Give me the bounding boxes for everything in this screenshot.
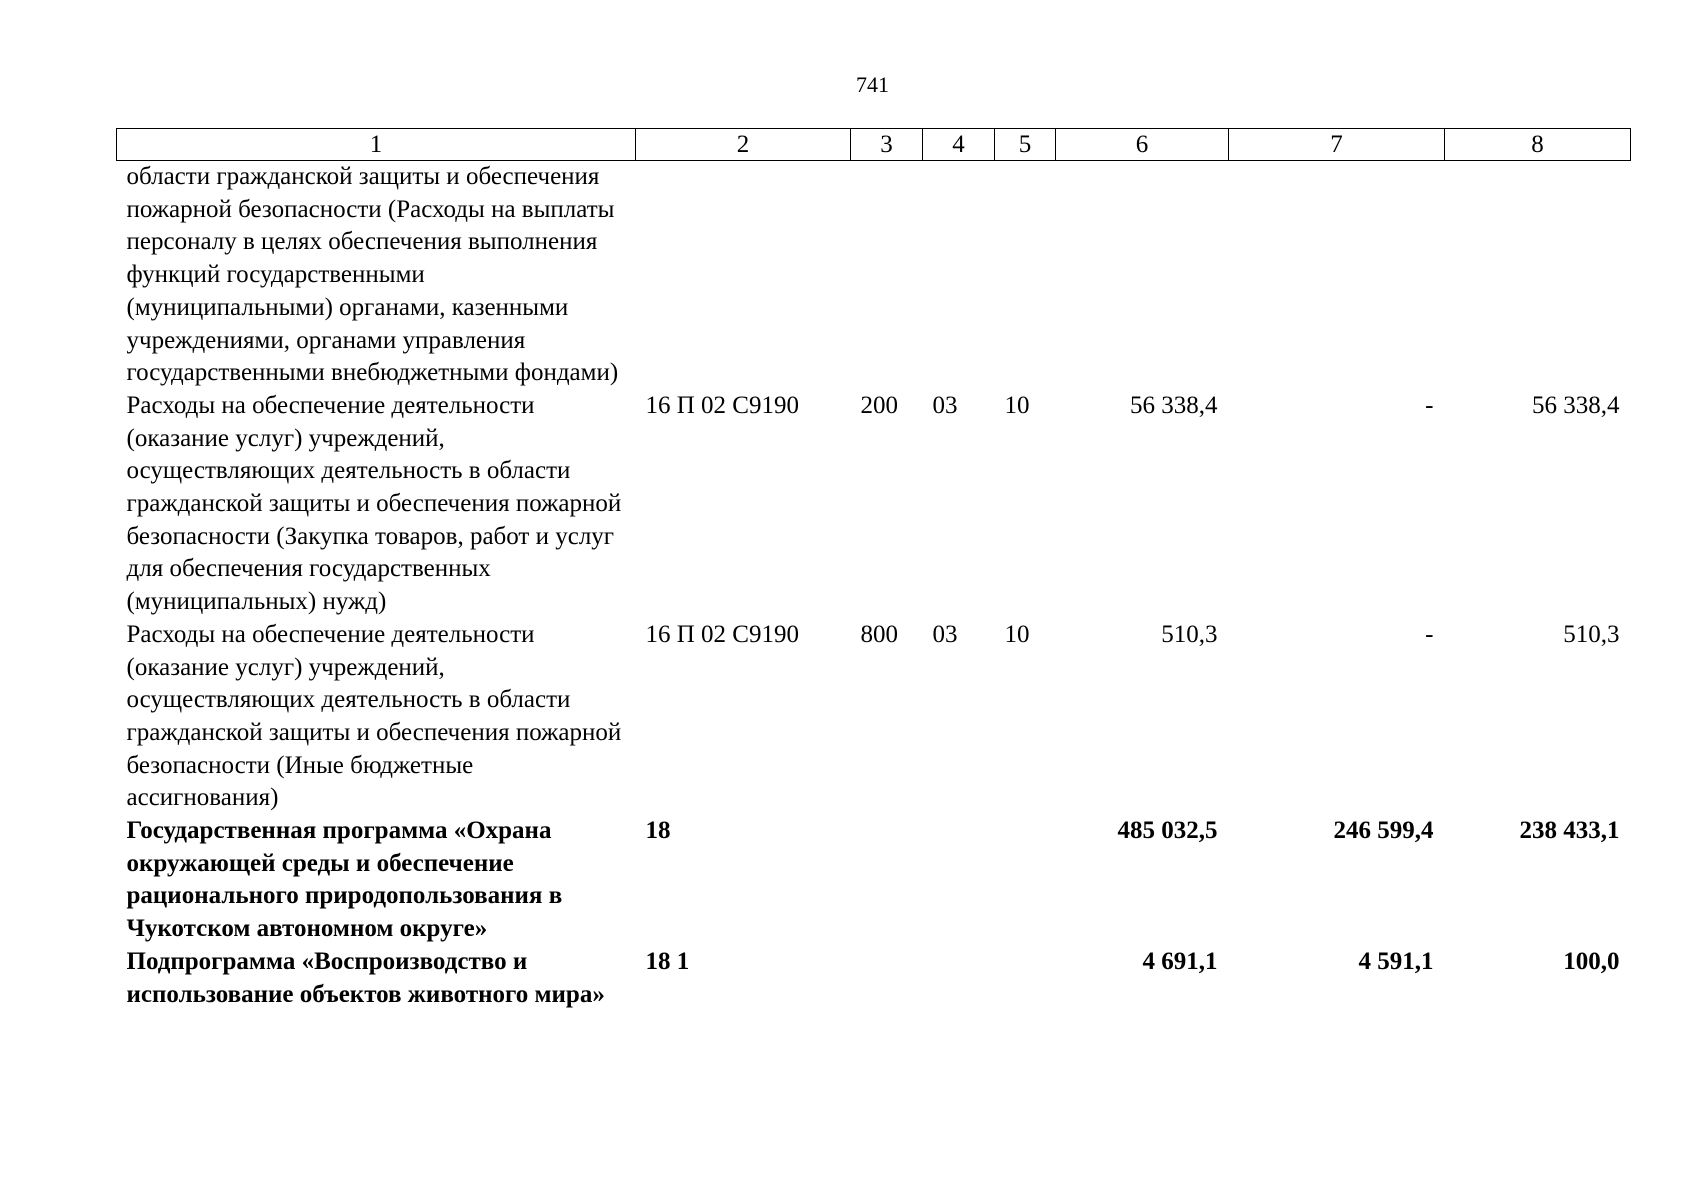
header-col-4: 4 xyxy=(923,129,995,161)
row-expense-type: 200 xyxy=(860,391,898,419)
table-row xyxy=(117,161,1631,390)
row-name: Государственная программа «Охрана окружающей среды и обеспечение рационального природопользования в Чукотском автономном округе» xyxy=(126,817,563,943)
row-target-article: 18 1 xyxy=(645,947,690,975)
table-row xyxy=(117,815,1631,946)
header-col-2: 2 xyxy=(636,129,851,161)
row-regional: 56 338,4 xyxy=(1532,391,1620,419)
row-target-article: 16 П 02 С9190 xyxy=(645,620,799,648)
page-number: 741 xyxy=(856,72,889,97)
table-body xyxy=(117,161,1631,1012)
row-name: Расходы на обеспечение деятельности (оказание услуг) учреждений, осуществляющих деятельность в области гражданской защиты и обеспечения пожарной безопасности (Закупка товаров, работ и услуг для обеспечения государственных (муниципальных) нужд) xyxy=(126,391,622,616)
row-regional xyxy=(1445,161,1631,390)
row-total: 510,3 xyxy=(1161,620,1218,648)
row-expense-type xyxy=(851,161,923,390)
row-target-article xyxy=(636,161,851,390)
budget-table xyxy=(116,128,1631,1011)
row-federal: - xyxy=(1425,391,1434,419)
header-col-3: 3 xyxy=(851,129,923,161)
table-row xyxy=(117,619,1631,815)
header-col-5: 5 xyxy=(995,129,1056,161)
row-federal: - xyxy=(1425,620,1434,648)
row-target-article: 16 П 02 С9190 xyxy=(645,391,799,419)
row-expense-type xyxy=(851,946,923,1011)
header-col-8: 8 xyxy=(1445,129,1631,161)
row-regional: 510,3 xyxy=(1563,620,1620,648)
row-regional: 100,0 xyxy=(1563,947,1620,975)
table-header xyxy=(117,129,1631,161)
row-total xyxy=(1056,161,1229,390)
row-subsection xyxy=(995,946,1056,1011)
row-name: Подпрограмма «Воспроизводство и использование объектов животного мира» xyxy=(126,947,605,1008)
table-row xyxy=(117,946,1631,1011)
row-expense-type xyxy=(851,815,923,946)
row-regional: 238 433,1 xyxy=(1519,817,1620,845)
row-subsection xyxy=(995,161,1056,390)
header-col-7: 7 xyxy=(1229,129,1445,161)
row-name: области гражданской защиты и обеспечения пожарной безопасности (Расходы на выплаты персоналу в целях обеспечения выполнения функций государственными (муниципальными) органами, казенными учреждениями, органами управления государственными внебюджетными фондами) xyxy=(126,163,619,387)
header-col-1: 1 xyxy=(117,129,636,161)
row-federal: 246 599,4 xyxy=(1333,817,1434,845)
header-row xyxy=(117,129,1631,161)
row-section: 03 xyxy=(932,391,958,419)
row-federal xyxy=(1229,161,1445,390)
row-expense-type: 800 xyxy=(860,620,898,648)
table-row xyxy=(117,390,1631,619)
row-subsection: 10 xyxy=(1004,391,1030,419)
row-total: 4 691,1 xyxy=(1142,947,1218,975)
row-federal: 4 591,1 xyxy=(1358,947,1434,975)
row-total: 485 032,5 xyxy=(1117,817,1218,845)
row-section xyxy=(923,946,995,1011)
header-col-6: 6 xyxy=(1056,129,1229,161)
row-subsection: 10 xyxy=(1004,620,1030,648)
row-name: Расходы на обеспечение деятельности (оказание услуг) учреждений, осуществляющих деятельность в области гражданской защиты и обеспечения пожарной безопасности (Иные бюджетные ассигнования) xyxy=(126,620,622,812)
row-section xyxy=(923,815,995,946)
row-total: 56 338,4 xyxy=(1130,391,1218,419)
row-section xyxy=(923,161,995,390)
row-subsection xyxy=(995,815,1056,946)
row-target-article: 18 xyxy=(645,817,671,845)
row-section: 03 xyxy=(932,620,958,648)
